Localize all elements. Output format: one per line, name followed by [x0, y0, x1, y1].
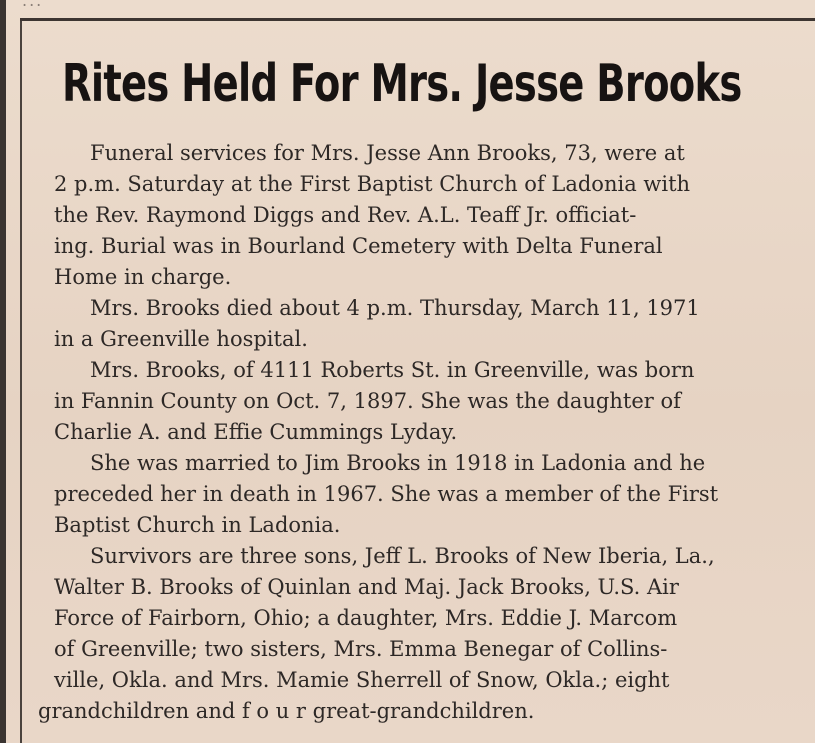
text-line: Force of Fairborn, Ohio; a daughter, Mrs. Eddie J. Marcom: [54, 606, 678, 630]
text-line: Survivors are three sons, Jeff L. Brooks of New Iberia, La.,: [90, 544, 715, 568]
top-cut-text-fragment: [22, 0, 815, 8]
text-line: Funeral services for Mrs. Jesse Ann Brooks, 73, were at: [90, 141, 685, 165]
top-border-rule: [20, 18, 815, 21]
text-line: of Greenville; two sisters, Mrs. Emma Benegar of Collins-: [54, 637, 668, 661]
text-line: ing. Burial was in Bourland Cemetery with Delta Funeral: [54, 234, 663, 258]
text-line: preceded her in death in 1967. She was a member of the First: [54, 482, 719, 506]
text-line: Charlie A. and Effie Cummings Lyday.: [54, 420, 458, 444]
text-line: Baptist Church in Ladonia.: [54, 513, 341, 537]
headline: Rites Held For Mrs. Jesse Brooks: [62, 54, 742, 114]
text-line: She was married to Jim Brooks in 1918 in Ladonia and he: [90, 451, 706, 475]
text-line: Walter B. Brooks of Quinlan and Maj. Jack Brooks, U.S. Air: [54, 575, 679, 599]
column-rule: [20, 20, 22, 743]
obituary-body: [38, 138, 808, 727]
text-line: Mrs. Brooks, of 4111 Roberts St. in Greenville, was born: [90, 358, 695, 382]
text-line: Mrs. Brooks died about 4 p.m. Thursday, March 11, 1971: [90, 296, 700, 320]
text-line: in Fannin County on Oct. 7, 1897. She was the daughter of: [54, 389, 681, 413]
text-line: in a Greenville hospital.: [54, 327, 308, 351]
text-line: ville, Okla. and Mrs. Mamie Sherrell of Snow, Okla.; eight: [54, 668, 670, 692]
text-line: grandchildren and f o u r great-grandchildren.: [38, 699, 535, 723]
text-line: the Rev. Raymond Diggs and Rev. A.L. Teaff Jr. officiat-: [54, 203, 637, 227]
text-line: 2 p.m. Saturday at the First Baptist Church of Ladonia with: [54, 172, 691, 196]
text-line: Home in charge.: [54, 265, 232, 289]
left-border-rule: [0, 0, 6, 743]
